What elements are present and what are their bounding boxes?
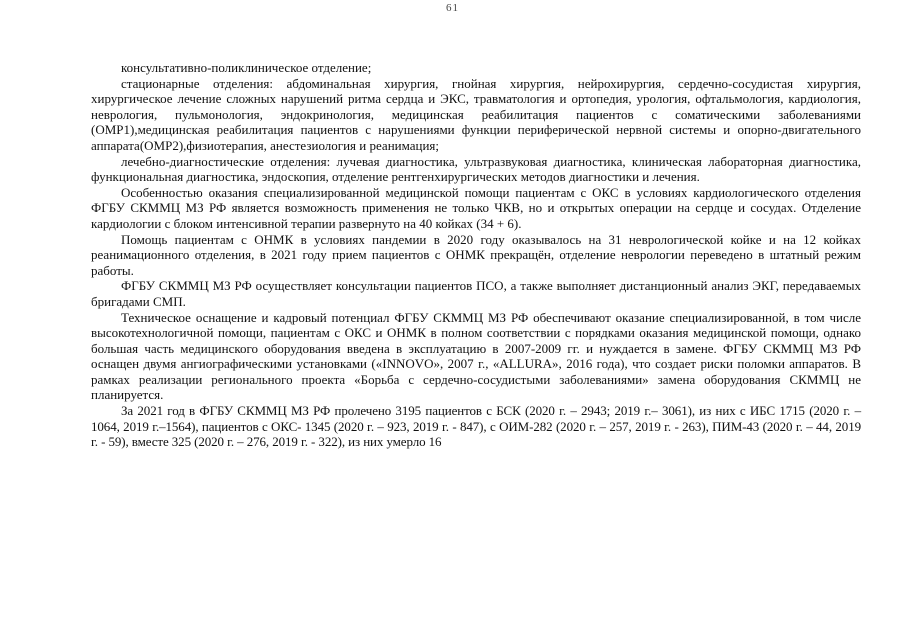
paragraph-inpatient-departments: стационарные отделения: абдоминальная хирургия, гнойная хирургия, нейрохирургия, сердечно-сосудистая хирургия, хирургическое лечение сложных нарушений ритма сердца и ЭКС, травматология и ортопедия, урология, офтальмология, кардиология, неврология, пульмонология, эндокринология, медицинская реабилитация пациентов с соматическими заболеваниями (ОМР1),медицинская реабилитация пациентов с нарушениями функции периферической нервной системы и опорно-двигательного аппарата(ОМР2),физиотерапия, анестезиология и реанимация; xyxy=(91,75,861,153)
page-number: 61 xyxy=(446,2,459,14)
document-body xyxy=(91,60,861,450)
paragraph-oks-care: Особенностью оказания специализированной медицинской помощи пациентам с ОКС в условиях кардиологического отделения ФГБУ СКММЦ МЗ РФ является возможность применения не только ЧКВ, но и открытых операции на сердце и сосудах. Отделение кардиологии с блоком интенсивной терапии развернуто на 40 койках (34 + 6). xyxy=(91,184,861,231)
paragraph-outpatient: консультативно-поликлиническое отделение; xyxy=(121,60,372,75)
paragraph-statistics-2021: За 2021 год в ФГБУ СКММЦ МЗ РФ пролечено 3195 пациентов с БСК (2020 г. – 2943; 2019 г.– 3061), из них с ИБС 1715 (2020 г. – 1064, 2019 г.–1564), пациентов с ОКС- 1345 (2020 г. – 923, 2019 г. - 847), с ОИМ-282 (2020 г. – 257, 2019 г. - 263), ПИМ-43 (2020 г. – 44, 2019 г. - 59), вместе 325 (2020 г. – 276, 2019 г. - 322), из них умерло 16 xyxy=(91,403,861,450)
paragraph-diagnostic-departments: лечебно-диагностические отделения: лучевая диагностика, ультразвуковая диагностика, клиническая лабораторная диагностика, функциональная диагностика, эндоскопия, отделение рентгенхирургических методов диагностики и лечения. xyxy=(91,153,861,185)
paragraph-equipment: Техническое оснащение и кадровый потенциал ФГБУ СКММЦ МЗ РФ обеспечивают оказание специализированной, в том числе высокотехнологичной помощи, пациентам с ОКС и ОНМК в полном соответствии с порядками оказания медицинской помощи, однако большая часть медицинского оборудования введена в эксплуатацию в 2007-2009 гг. и нуждается в замене. ФГБУ СКММЦ МЗ РФ оснащен двумя ангиографическими установками («INNOVO», 2007 г., «ALLURA», 2016 года), что создает риски поломки аппаратов. В рамках реализации регионального проекта «Борьба с сердечно-сосудистыми заболеваниями» замена оборудования СКММЦ не планируется. xyxy=(91,309,861,403)
paragraph-onmk-care: Помощь пациентам с ОНМК в условиях пандемии в 2020 году оказывалось на 31 неврологической койке и на 12 койках реанимационного отделения, в 2021 году прием пациентов с ОНМК прекращён, отделение неврологии переведено в штатный режим работы. xyxy=(91,231,861,278)
paragraph-consultations: ФГБУ СКММЦ МЗ РФ осуществляет консультации пациентов ПСО, а также выполняет дистанционный анализ ЭКГ, передаваемых бригадами СМП. xyxy=(91,278,861,309)
